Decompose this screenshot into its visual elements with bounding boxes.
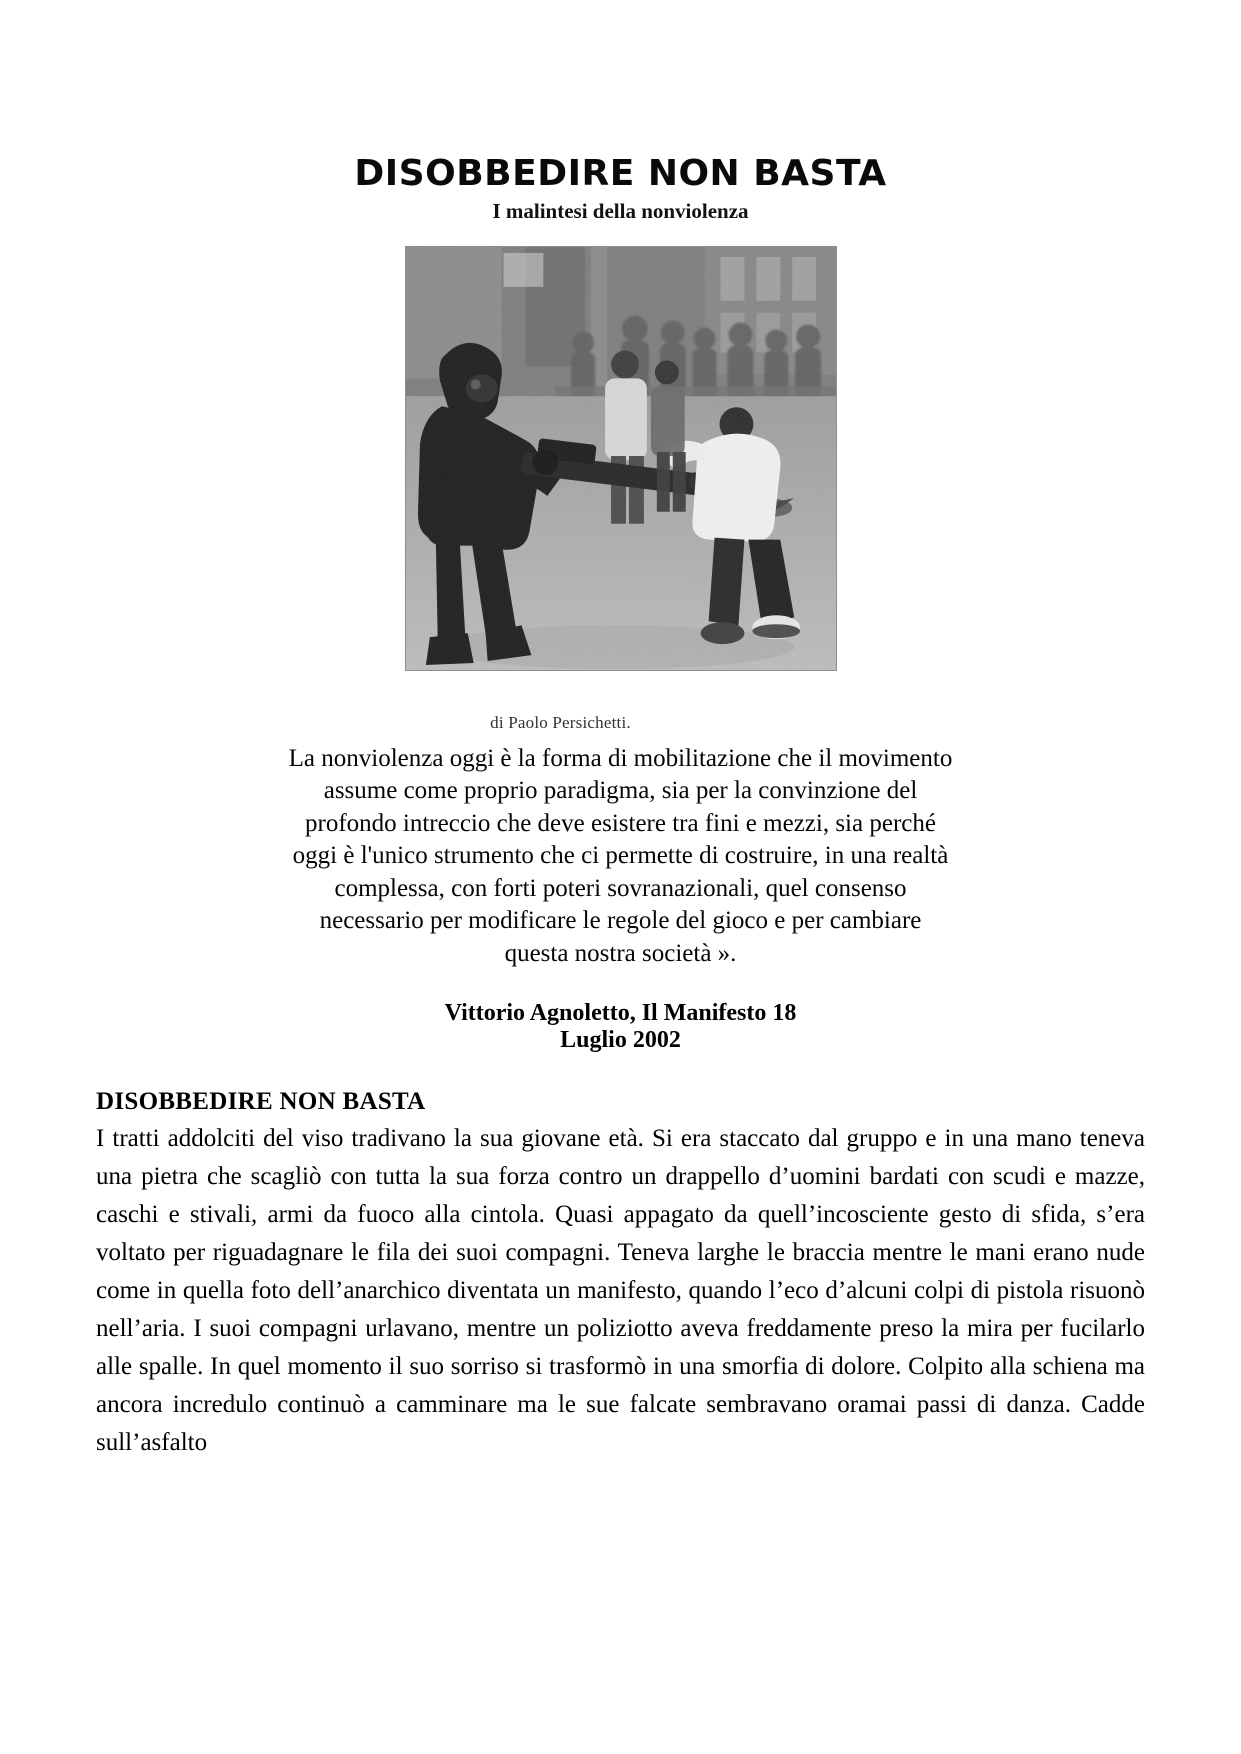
article-body-paragraph: I tratti addolciti del viso tradivano la sua giovane età. Si era staccato dal gruppo e in una mano teneva una pietra che scagliò con tutta la sua forza contro un drappello d’uomini bardati con scudi e mazze, caschi e stivali, armi da fuoco alla cintola. Quasi appagato da quell’incosciente gesto di sfida, s’era voltato per riguadagnare le fila dei suoi compagni. Teneva larghe le braccia mentre le mani erano nude come in quella foto dell’anarchico diventata un manifesto, quando l’eco d’alcuni colpi di pistola risuonò nell’aria. I suoi compagni urlavano, mentre un poliziotto aveva freddamente preso la mira per fucilarlo alle spalle. In quel momento il suo sorriso si trasformò in una smorfia di dolore. Colpito alla schiena ma ancora incredulo continuò a camminare ma le sue falcate sembravano oramai passi di danza. Cadde sull’asfalto — [96, 1125, 1145, 1457]
quote-line: complessa, con forti poteri sovranazionali, quel consenso — [334, 874, 907, 902]
pull-quote — [261, 743, 981, 971]
article — [96, 1088, 1145, 1462]
protest-photograph — [405, 246, 837, 671]
attribution-line: Luglio 2002 — [560, 1027, 681, 1054]
quote-line: questa nostra società ». — [504, 939, 737, 967]
photo-caption: di Paolo Persichetti. — [490, 712, 631, 732]
masthead-title: DISOBBEDIRE NON BASTA — [354, 153, 887, 194]
quote-line: assume come proprio paradigma, sia per la convinzione del — [323, 777, 918, 805]
masthead — [0, 0, 1241, 224]
quote-line: necessario per modificare le regole del gioco e per cambiare — [319, 907, 922, 935]
article-heading: DISOBBEDIRE NON BASTA — [96, 1088, 426, 1116]
photo-figure — [405, 246, 837, 732]
photograph-artwork — [406, 247, 836, 670]
masthead-subtitle: I malintesi della nonviolenza — [492, 198, 749, 223]
quote-line: oggi è l'unico strumento che ci permette di costruire, in una realtà — [292, 842, 949, 870]
attribution-line: Vittorio Agnoletto, Il Manifesto 18 — [444, 1000, 797, 1027]
quote-attribution — [211, 1000, 1031, 1054]
quote-line: La nonviolenza oggi è la forma di mobilitazione che il movimento — [288, 744, 953, 772]
quote-line: profondo intreccio che deve esistere tra fini e mezzi, sia perché — [305, 809, 936, 837]
